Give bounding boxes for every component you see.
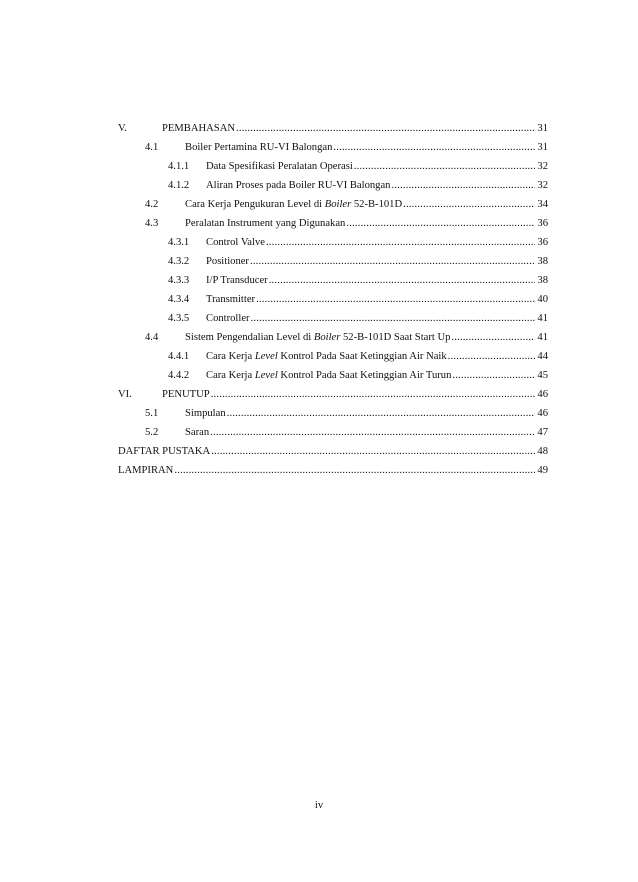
toc-leader-dots — [269, 271, 535, 290]
toc-leader-dots — [211, 442, 535, 461]
toc-entry-page: 38 — [537, 275, 548, 286]
toc-entry-title: PENUTUP — [162, 389, 210, 400]
toc-entry-page: 48 — [537, 446, 548, 457]
toc-entry-title: Controller — [206, 313, 250, 324]
toc-entry-title — [206, 366, 451, 385]
toc-entry-number: 4.3.2 — [168, 256, 190, 267]
toc-leader-dots — [251, 309, 535, 328]
toc-leader-dots — [333, 138, 535, 157]
toc-entry-page: 31 — [537, 142, 548, 153]
toc-entry-number: 4.3.4 — [168, 294, 190, 305]
toc-entry-number: 4.3.3 — [168, 275, 190, 286]
toc-entry-page: 45 — [537, 370, 548, 381]
toc-entry-title: Saran — [185, 427, 210, 438]
toc-entry — [118, 157, 548, 176]
toc-leader-dots — [452, 366, 535, 385]
toc-entry-title-part: Cara Kerja Pengukuran Level di — [185, 199, 325, 210]
toc-entry — [118, 461, 548, 480]
toc-entry-title: DAFTAR PUSTAKA — [118, 446, 211, 457]
toc-leader-dots — [210, 423, 535, 442]
toc-entry — [118, 423, 548, 442]
toc-entry-page: 36 — [537, 218, 548, 229]
toc-entry-title: I/P Transducer — [206, 275, 268, 286]
toc-entry-title: Aliran Proses pada Boiler RU-VI Balongan — [206, 180, 391, 191]
toc-entry-page: 31 — [537, 123, 548, 134]
toc-entry — [118, 119, 548, 138]
toc-leader-dots — [211, 385, 535, 404]
toc-entry-number: 4.4.2 — [168, 370, 190, 381]
toc-entry-number: 4.3 — [145, 218, 159, 229]
toc-entry-page: 34 — [537, 199, 548, 210]
toc-entry-title: Transmitter — [206, 294, 256, 305]
toc-entry-number: 4.2 — [145, 199, 159, 210]
toc-entry — [118, 442, 548, 461]
toc-entry — [118, 385, 548, 404]
toc-entry-number: 4.1.2 — [168, 180, 190, 191]
toc-leader-dots — [391, 176, 535, 195]
toc-entry-title: Data Spesifikasi Peralatan Operasi — [206, 161, 353, 172]
toc-leader-dots — [346, 214, 535, 233]
toc-entry-title-part: 52-B-101D Saat Start Up — [340, 332, 451, 343]
toc-entry-title-italic: Boiler — [324, 199, 352, 210]
toc-entry-title-part: Kontrol Pada Saat Ketinggian Air Naik — [277, 351, 447, 362]
toc-entry — [118, 214, 548, 233]
toc-entry-title — [206, 347, 447, 366]
toc-entry — [118, 328, 548, 347]
toc-leader-dots — [266, 233, 535, 252]
toc-entry — [118, 309, 548, 328]
toc-leader-dots — [354, 157, 535, 176]
toc-entry-number: VI. — [118, 389, 132, 400]
toc-entry-page: 41 — [537, 313, 548, 324]
toc-entry-page: 40 — [537, 294, 548, 305]
toc-entry-page: 47 — [537, 427, 548, 438]
toc-entry-title: PEMBAHASAN — [162, 123, 235, 134]
toc-leader-dots — [403, 195, 535, 214]
toc-entry-title-italic: Level — [254, 370, 278, 381]
toc-entry-page: 41 — [537, 332, 548, 343]
table-of-contents — [118, 119, 548, 480]
toc-entry-number: 5.2 — [145, 427, 159, 438]
toc-entry-page: 38 — [537, 256, 548, 267]
page-number: iv — [314, 800, 324, 811]
toc-entry — [118, 176, 548, 195]
toc-entry-number: 5.1 — [145, 408, 159, 419]
toc-entry-title-part: Kontrol Pada Saat Ketinggian Air Turun — [277, 370, 452, 381]
toc-entry-title: Boiler Pertamina RU-VI Balongan — [185, 142, 333, 153]
toc-leader-dots — [174, 461, 535, 480]
toc-entry-number: 4.3.1 — [168, 237, 190, 248]
toc-entry-page: 46 — [537, 408, 548, 419]
toc-entry — [118, 138, 548, 157]
toc-entry-page: 32 — [537, 161, 548, 172]
toc-entry-title-part: Cara Kerja — [206, 370, 255, 381]
toc-entry — [118, 290, 548, 309]
toc-entry-number: 4.4 — [145, 332, 159, 343]
toc-entry — [118, 366, 548, 385]
toc-entry-title-part: Cara Kerja — [206, 351, 255, 362]
toc-entry-title — [185, 195, 402, 214]
toc-entry-title: Positioner — [206, 256, 249, 267]
toc-leader-dots — [256, 290, 535, 309]
toc-entry — [118, 404, 548, 423]
toc-entry-title-part: Sistem Pengendalian Level di — [185, 332, 314, 343]
toc-entry-number: V. — [118, 123, 127, 134]
toc-entry-title — [185, 328, 450, 347]
toc-entry — [118, 271, 548, 290]
toc-leader-dots — [448, 347, 535, 366]
toc-entry — [118, 347, 548, 366]
toc-entry-title: LAMPIRAN — [118, 465, 174, 476]
toc-entry-page: 44 — [537, 351, 548, 362]
toc-entry-title: Simpulan — [185, 408, 226, 419]
toc-entry-page: 32 — [537, 180, 548, 191]
toc-entry-title: Peralatan Instrument yang Digunakan — [185, 218, 346, 229]
toc-entry-number: 4.1 — [145, 142, 159, 153]
toc-leader-dots — [227, 404, 535, 423]
toc-entry-number: 4.1.1 — [168, 161, 190, 172]
toc-leader-dots — [236, 119, 535, 138]
toc-entry — [118, 233, 548, 252]
toc-entry-title-italic: Level — [254, 351, 278, 362]
toc-leader-dots — [250, 252, 535, 271]
toc-entry-title: Control Valve — [206, 237, 265, 248]
toc-entry — [118, 252, 548, 271]
toc-entry-page: 49 — [537, 465, 548, 476]
toc-entry-title-part: 52-B-101D — [351, 199, 403, 210]
toc-entry-number: 4.4.1 — [168, 351, 190, 362]
toc-entry-number: 4.3.5 — [168, 313, 190, 324]
toc-entry-page: 46 — [537, 389, 548, 400]
toc-entry — [118, 195, 548, 214]
toc-entry-title-italic: Boiler — [313, 332, 341, 343]
toc-entry-page: 36 — [537, 237, 548, 248]
toc-leader-dots — [451, 328, 535, 347]
